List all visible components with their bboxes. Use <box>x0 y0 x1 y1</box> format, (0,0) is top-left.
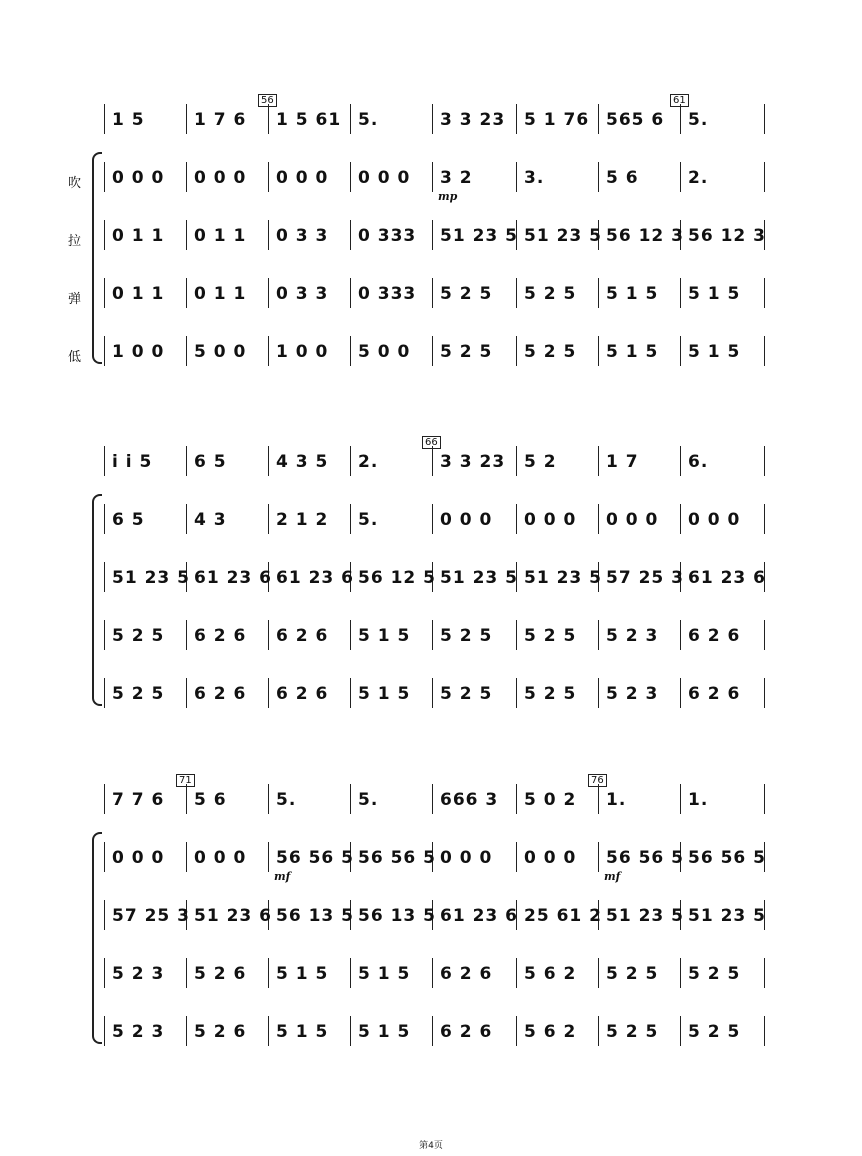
measure-notes: 0 0 0 <box>440 848 493 868</box>
barline <box>516 278 517 308</box>
measure-notes: 5 0 0 <box>194 342 247 362</box>
ensemble-brace <box>92 152 102 364</box>
measure-notes: 5 2 5 <box>112 626 165 646</box>
measure-notes: 5 1 5 <box>358 964 411 984</box>
barline <box>598 784 599 814</box>
measure-notes: 51 23 5 <box>440 226 518 246</box>
barline <box>104 900 105 930</box>
measure-notes: 61 23 6 <box>276 568 354 588</box>
barline <box>186 620 187 650</box>
measure-notes: 1. <box>688 790 709 810</box>
barline <box>432 620 433 650</box>
measure-notes: i i 5 <box>112 452 153 472</box>
barline <box>598 620 599 650</box>
measure-notes: 5 6 2 <box>524 964 577 984</box>
measure-notes: 6. <box>688 452 709 472</box>
barline <box>598 504 599 534</box>
barline <box>680 104 681 134</box>
barline <box>186 220 187 250</box>
barline <box>104 678 105 708</box>
barline <box>268 278 269 308</box>
barline <box>680 446 681 476</box>
page-footer: 第4页 <box>419 1141 443 1151</box>
measure-notes: 51 23 5 <box>524 226 602 246</box>
rehearsal-mark: 76 <box>588 774 607 787</box>
barline <box>516 842 517 872</box>
barline <box>516 1016 517 1046</box>
measure-notes: 5 2 5 <box>524 684 577 704</box>
barline <box>432 678 433 708</box>
barline <box>186 678 187 708</box>
measure-notes: 5 2 3 <box>112 1022 165 1042</box>
measure-notes: 5 2 3 <box>606 684 659 704</box>
barline <box>432 278 433 308</box>
barline <box>186 958 187 988</box>
measure-notes: 0 1 1 <box>112 284 165 304</box>
measure-notes: 5 2 5 <box>606 1022 659 1042</box>
measure-notes: 3. <box>524 168 545 188</box>
measure-notes: 6 2 6 <box>276 626 329 646</box>
measure-notes: 5 6 <box>194 790 227 810</box>
measure-notes: 5 2 5 <box>606 964 659 984</box>
measure-notes: 6 5 <box>112 510 145 530</box>
measure-notes: 0 0 0 <box>112 168 165 188</box>
measure-notes: 0 0 0 <box>276 168 329 188</box>
barline <box>680 678 681 708</box>
measure-notes: 1 7 <box>606 452 639 472</box>
measure-notes: 5 2 5 <box>524 284 577 304</box>
barline <box>104 958 105 988</box>
barline <box>186 1016 187 1046</box>
measure-notes: 6 2 6 <box>440 1022 493 1042</box>
barline <box>516 620 517 650</box>
measure-notes: 0 0 0 <box>440 510 493 530</box>
rehearsal-mark: 71 <box>176 774 195 787</box>
measure-notes: 5. <box>358 110 379 130</box>
measure-notes: 25 61 2 <box>524 906 602 926</box>
measure-notes: 56 56 5 <box>276 848 354 868</box>
barline <box>764 620 765 650</box>
barline <box>598 336 599 366</box>
rehearsal-mark: 61 <box>670 94 689 107</box>
barline <box>186 336 187 366</box>
measure-notes: 2. <box>358 452 379 472</box>
measure-notes: 6 2 6 <box>194 626 247 646</box>
barline <box>350 784 351 814</box>
measure-notes: 0 3 3 <box>276 226 329 246</box>
barline <box>350 1016 351 1046</box>
measure-notes: 56 56 5 <box>606 848 684 868</box>
barline <box>186 162 187 192</box>
barline <box>350 278 351 308</box>
measure-notes: 5 1 76 <box>524 110 590 130</box>
barline <box>104 446 105 476</box>
measure-notes: 0 1 1 <box>194 284 247 304</box>
barline <box>432 336 433 366</box>
measure-notes: 5 2 5 <box>688 964 741 984</box>
barline <box>432 958 433 988</box>
barline <box>268 784 269 814</box>
measure-notes: 5 1 5 <box>358 1022 411 1042</box>
measure-notes: 5 2 5 <box>112 684 165 704</box>
measure-notes: 5 2 6 <box>194 1022 247 1042</box>
instrument-label: 吹 <box>68 176 82 191</box>
barline <box>104 562 105 592</box>
barline <box>268 678 269 708</box>
measure-notes: 51 23 5 <box>688 906 766 926</box>
barline <box>432 104 433 134</box>
measure-notes: 57 25 3 <box>606 568 684 588</box>
barline <box>680 620 681 650</box>
measure-notes: 5 1 5 <box>276 1022 329 1042</box>
barline <box>764 446 765 476</box>
measure-notes: 565 6 <box>606 110 665 130</box>
barline <box>104 220 105 250</box>
barline <box>268 620 269 650</box>
measure-notes: 51 23 6 <box>194 906 272 926</box>
measure-notes: 6 2 6 <box>440 964 493 984</box>
measure-notes: 0 0 0 <box>524 510 577 530</box>
barline <box>104 104 105 134</box>
measure-notes: 0 1 1 <box>112 226 165 246</box>
barline <box>516 958 517 988</box>
barline <box>350 220 351 250</box>
barline <box>680 784 681 814</box>
measure-notes: 1 5 <box>112 110 145 130</box>
barline <box>764 1016 765 1046</box>
barline <box>104 842 105 872</box>
barline <box>516 678 517 708</box>
measure-notes: 5 2 5 <box>440 342 493 362</box>
instrument-label: 弹 <box>68 292 82 307</box>
barline <box>680 278 681 308</box>
barline <box>104 784 105 814</box>
measure-notes: 1 5 61 <box>276 110 342 130</box>
barline <box>598 104 599 134</box>
measure-notes: 4 3 <box>194 510 227 530</box>
barline <box>764 336 765 366</box>
measure-notes: 56 12 3 <box>688 226 766 246</box>
measure-notes: 5 1 5 <box>688 284 741 304</box>
measure-notes: 61 23 6 <box>194 568 272 588</box>
measure-notes: 0 333 <box>358 226 417 246</box>
measure-notes: 5. <box>358 790 379 810</box>
barline <box>186 104 187 134</box>
barline <box>350 336 351 366</box>
barline <box>432 220 433 250</box>
measure-notes: 3 3 23 <box>440 110 506 130</box>
measure-notes: 6 2 6 <box>688 684 741 704</box>
barline <box>764 104 765 134</box>
barline <box>764 958 765 988</box>
measure-notes: 5 1 5 <box>358 626 411 646</box>
barline <box>104 278 105 308</box>
dynamic-marking: mp <box>438 190 458 203</box>
measure-notes: 5. <box>276 790 297 810</box>
measure-notes: 5 2 5 <box>440 684 493 704</box>
ensemble-brace <box>92 832 102 1044</box>
barline <box>764 678 765 708</box>
measure-notes: 5 2 5 <box>440 626 493 646</box>
barline <box>432 446 433 476</box>
measure-notes: 5 2 3 <box>112 964 165 984</box>
measure-notes: 5. <box>688 110 709 130</box>
measure-notes: 5 2 5 <box>440 284 493 304</box>
measure-notes: 0 0 0 <box>112 848 165 868</box>
measure-notes: 5 1 5 <box>276 964 329 984</box>
instrument-label: 低 <box>68 350 82 365</box>
barline <box>350 446 351 476</box>
barline <box>764 784 765 814</box>
dynamic-marking: mf <box>274 870 291 883</box>
measure-notes: 1 0 0 <box>276 342 329 362</box>
measure-notes: 5 2 5 <box>524 626 577 646</box>
measure-notes: 5. <box>358 510 379 530</box>
measure-notes: 61 23 6 <box>688 568 766 588</box>
measure-notes: 5 1 5 <box>606 342 659 362</box>
barline <box>268 220 269 250</box>
dynamic-marking: mf <box>604 870 621 883</box>
measure-notes: 0 333 <box>358 284 417 304</box>
barline <box>268 446 269 476</box>
barline <box>350 504 351 534</box>
barline <box>598 278 599 308</box>
measure-notes: 2. <box>688 168 709 188</box>
measure-notes: 0 3 3 <box>276 284 329 304</box>
barline <box>764 504 765 534</box>
barline <box>268 842 269 872</box>
barline <box>598 958 599 988</box>
measure-notes: 5 1 5 <box>606 284 659 304</box>
barline <box>432 784 433 814</box>
measure-notes: 0 0 0 <box>358 168 411 188</box>
measure-notes: 56 12 5 <box>358 568 436 588</box>
measure-notes: 56 13 5 <box>276 906 354 926</box>
measure-notes: 51 23 5 <box>524 568 602 588</box>
barline <box>516 162 517 192</box>
barline <box>680 162 681 192</box>
ensemble-brace <box>92 494 102 706</box>
measure-notes: 3 2 <box>440 168 473 188</box>
measure-notes: 5 6 <box>606 168 639 188</box>
measure-notes: 1 0 0 <box>112 342 165 362</box>
barline <box>680 336 681 366</box>
measure-notes: 2 1 2 <box>276 510 329 530</box>
barline <box>268 104 269 134</box>
measure-notes: 7 7 6 <box>112 790 165 810</box>
barline <box>516 104 517 134</box>
measure-notes: 57 25 3 <box>112 906 190 926</box>
measure-notes: 5 2 5 <box>688 1022 741 1042</box>
barline <box>104 162 105 192</box>
measure-notes: 666 3 <box>440 790 499 810</box>
measure-notes: 56 12 3 <box>606 226 684 246</box>
barline <box>186 278 187 308</box>
barline <box>432 162 433 192</box>
measure-notes: 0 0 0 <box>524 848 577 868</box>
measure-notes: 5 2 6 <box>194 964 247 984</box>
barline <box>350 162 351 192</box>
barline <box>186 842 187 872</box>
rehearsal-mark: 66 <box>422 436 441 449</box>
barline <box>268 1016 269 1046</box>
barline <box>598 678 599 708</box>
measure-notes: 0 0 0 <box>194 168 247 188</box>
barline <box>104 336 105 366</box>
barline <box>516 446 517 476</box>
measure-notes: 5 6 2 <box>524 1022 577 1042</box>
measure-notes: 5 0 2 <box>524 790 577 810</box>
measure-notes: 4 3 5 <box>276 452 329 472</box>
barline <box>516 504 517 534</box>
measure-notes: 1. <box>606 790 627 810</box>
measure-notes: 56 56 5 <box>688 848 766 868</box>
barline <box>516 336 517 366</box>
measure-notes: 0 0 0 <box>606 510 659 530</box>
barline <box>186 504 187 534</box>
instrument-label: 拉 <box>68 234 82 249</box>
barline <box>432 504 433 534</box>
measure-notes: 6 2 6 <box>688 626 741 646</box>
barline <box>680 958 681 988</box>
barline <box>350 620 351 650</box>
measure-notes: 5 1 5 <box>358 684 411 704</box>
barline <box>104 620 105 650</box>
measure-notes: 5 2 3 <box>606 626 659 646</box>
measure-notes: 0 1 1 <box>194 226 247 246</box>
measure-notes: 6 2 6 <box>194 684 247 704</box>
barline <box>268 162 269 192</box>
barline <box>350 104 351 134</box>
measure-notes: 0 0 0 <box>688 510 741 530</box>
measure-notes: 5 1 5 <box>688 342 741 362</box>
barline <box>350 678 351 708</box>
barline <box>598 162 599 192</box>
barline <box>268 504 269 534</box>
barline <box>680 504 681 534</box>
measure-notes: 3 3 23 <box>440 452 506 472</box>
barline <box>764 278 765 308</box>
barline <box>680 1016 681 1046</box>
measure-notes: 0 0 0 <box>194 848 247 868</box>
barline <box>516 784 517 814</box>
measure-notes: 6 5 <box>194 452 227 472</box>
barline <box>186 446 187 476</box>
measure-notes: 56 56 5 <box>358 848 436 868</box>
barline <box>432 1016 433 1046</box>
barline <box>104 504 105 534</box>
measure-notes: 51 23 5 <box>440 568 518 588</box>
measure-notes: 5 2 5 <box>524 342 577 362</box>
barline <box>104 1016 105 1046</box>
rehearsal-mark: 56 <box>258 94 277 107</box>
measure-notes: 5 2 <box>524 452 557 472</box>
measure-notes: 6 2 6 <box>276 684 329 704</box>
barline <box>186 784 187 814</box>
measure-notes: 51 23 5 <box>606 906 684 926</box>
measure-notes: 1 7 6 <box>194 110 247 130</box>
barline <box>764 162 765 192</box>
barline <box>268 336 269 366</box>
measure-notes: 5 0 0 <box>358 342 411 362</box>
barline <box>268 958 269 988</box>
measure-notes: 61 23 6 <box>440 906 518 926</box>
measure-notes: 51 23 5 <box>112 568 190 588</box>
barline <box>598 446 599 476</box>
barline <box>598 842 599 872</box>
barline <box>350 958 351 988</box>
measure-notes: 56 13 5 <box>358 906 436 926</box>
barline <box>598 1016 599 1046</box>
